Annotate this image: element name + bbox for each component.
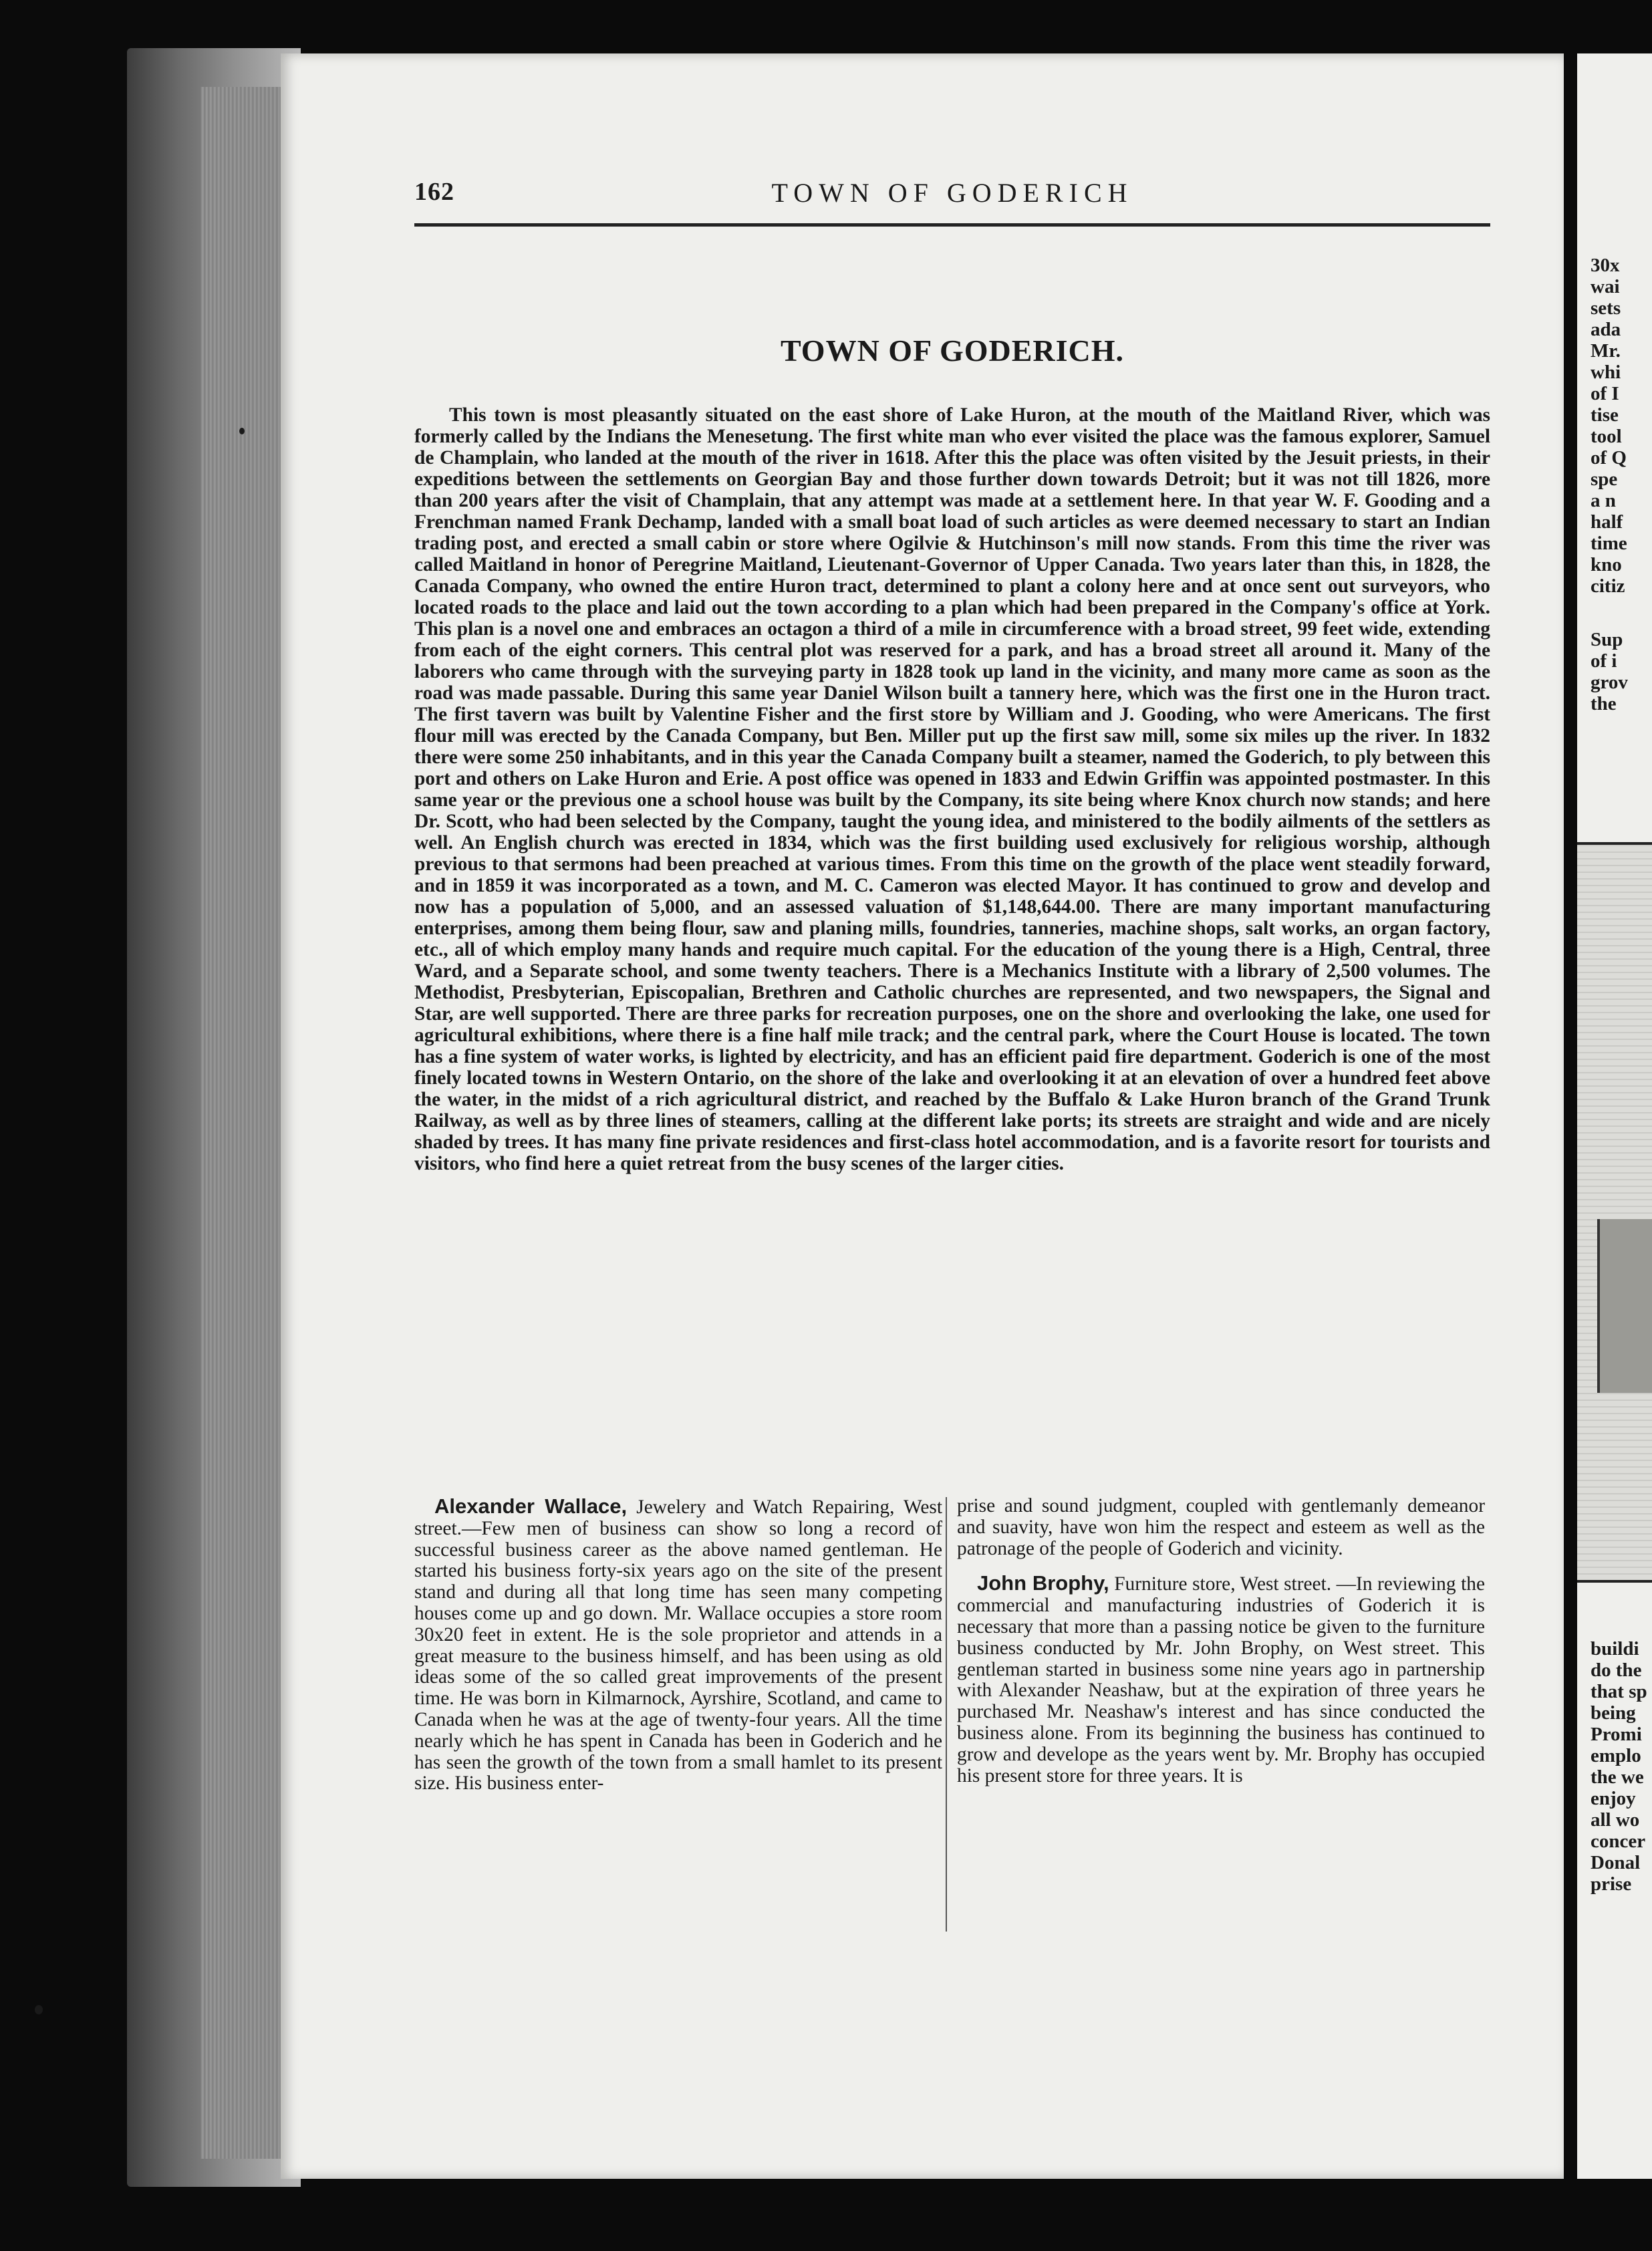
facing-page-fragment: tool <box>1591 426 1622 447</box>
business-name: John Brophy, <box>977 1571 1109 1595</box>
facing-page-fragment: being <box>1591 1702 1636 1724</box>
intro-paragraph: This town is most pleasantly situated on the east shore of Lake Huron, at the mouth of the Maitland River, which was formerly called by the Indians the Menesetung. The first white man who ever visited the place was the famous explorer, Samuel de Champlain, who landed at the mouth of the river in 1618. After this the place was often visited by the Jesuit priests, in their expeditions between the settlements on Georgian Bay and those further down towards Detroit; but it was not till 1826, more than 200 years after the visit of Champlain, that any attempt was made at a settlement here. In that year W. F. Gooding and a Frenchman named Frank Dechamp, landed with a small boat load of such articles as were deemed necessary to start an Indian trading post, and erected a small cabin or store where Ogilvie & Hutchinson's mill now stands. From this time the river was called Maitland in honor of Peregrine Maitland, Lieutenant-Governor of Upper Canada. Two years later than this, in 1828, the Canada Company, who owned the entire Huron tract, determined to plant a colony here and at once sent out surveyors, who located roads to the place and laid out the town according to a plan which had been prepared in the Company's office at York. This plan is a novel one and embraces an octagon a third of a mile in circumference with a broad street, 99 feet wide, extending from each of the eight corners. This central plot was reserved for a park, and has a broad street all around it. Many of the laborers who came through with the surveying party in 1828 took up land in the vicinity, and many more came as soon as the road was made passable. During this same year Daniel Wilson built a tannery here, which was the first one in the Huron tract. The first tavern was built by Valentine Fisher and the first store by William and J. Gooding, who were Americans. The first flour mill was erected by the Canada Company, but Ben. Miller put up the first saw mill, some six miles up the river. In 1832 there were some 250 inhabitants, and in this year the Canada Company built a steamer, named the Goderich, to ply between this port and others on Lake Huron and Erie. A post office was opened in 1833 and Edwin Griffin was appointed postmaster. In this same year or the previous one a school house was built by the Company, its site being where Knox church now stands; and here Dr. Scott, who had been selected by the Company, taught the young idea, and ministered to the bodily ailments of the settlers as well. An English church was erected in 1834, which was the first building used exclusively for religious worship, although previous to that sermons had been preached at various times. From this time on the growth of the place went steadily forward, and in 1859 it was incorporated as a town, and M. C. Cameron was elected Mayor. It has continued to grow and develop and now has a population of 5,000, and an assessed valuation of $1,148,644.00. There are many important manufacturing enterprises, among them being flour, saw and planing mills, foundries, tanneries, machine shops, salt works, an organ factory, etc., all of which employ many hands and require much capital. For the education of the young there is a High, Central, three Ward, and a Separate school, and some twenty teachers. There is a Mechanics Institute with a library of 2,500 volumes. The Methodist, Presbyterian, Episcopalian, Brethren and Catholic churches are represented, and two newspapers, the Signal and Star, are well supported. There are three parks for recreation purposes, one on the shore and overlooking the lake, one used for agricultural exhibitions, where there is a fine half mile track; and the central park, where the Court House is located. The town has a fine system of water works, is lighted by electricity, and has an efficient paid fire department. Goderich is one of the most finely located towns in Western Ontario, on the shore of the lake and overlooking it at an elevation of over a hundred feet above the water, in the midst of a rich agricultural district, and reached by the Buffalo & Lake Huron branch of the Grand Trunk Railway, as well as by three lines of steamers, calling at the different lake ports; its streets are straight and wide and are nicely shaded by trees. It has many fine private residences and first-class hotel accommodation, and is a favorite resort for tourists and visitors, who find here a quiet retreat from the busy scenes of the larger cities. <box>414 404 1490 1174</box>
facing-page-fragment: the <box>1591 693 1617 714</box>
facing-page-fragment: whi <box>1591 362 1621 383</box>
facing-page <box>1577 53 1652 2179</box>
page-number: 162 <box>414 178 454 206</box>
left-column <box>414 1496 942 1795</box>
facing-page-fragment: Promi <box>1591 1724 1642 1745</box>
facing-page-fragment: of I <box>1591 383 1619 404</box>
facing-page-fragment: the we <box>1591 1766 1644 1788</box>
facing-page-fragment: half <box>1591 511 1623 533</box>
page-speck <box>35 2005 43 2014</box>
facing-page-fragment: that sp <box>1591 1681 1647 1702</box>
facing-page-fragment: Mr. <box>1591 340 1621 362</box>
business-text: Jewelery and Watch Repairing, West street.—Few men of business can show so long a record of successful business career as the above named gentleman. He started his business forty-six years ago on the site of the present stand and during all that long time has seen many competing houses come up and go down. Mr. Wallace occupies a store room 30x20 feet in extent. He is the sole proprietor and attends in a great measure to the business himself, and has been using as old ideas some of the so called great improvements of the present time. He was born in Kilmarnock, Ayrshire, Scotland, and came to Canada when he was at the age of twenty-four years. All the time nearly which he has spent in Canada has been in Goderich and he has seen the growth of the town from a small hamlet to its present size. His business enter- <box>414 1496 943 1795</box>
business-name: Alexander Wallace, <box>434 1494 628 1518</box>
facing-page-fragment: emplo <box>1591 1745 1641 1766</box>
facing-page-fragment: grov <box>1591 672 1628 693</box>
facing-page-fragment: of Q <box>1591 447 1627 469</box>
facing-page-fragment: do the <box>1591 1660 1642 1681</box>
facing-page-fragment: Donal <box>1591 1852 1641 1873</box>
illustration-building <box>1597 1219 1652 1393</box>
facing-page-fragment: a n <box>1591 490 1616 511</box>
running-head <box>414 177 1490 211</box>
facing-page-fragment: concer <box>1591 1831 1646 1852</box>
book-page-edges <box>200 87 294 2159</box>
facing-page-fragment: ada <box>1591 319 1621 340</box>
facing-page-fragment: sets <box>1591 297 1621 319</box>
facing-page-fragment: time <box>1591 533 1627 554</box>
facing-page-fragment: spe <box>1591 469 1618 490</box>
facing-page-fragment: of i <box>1591 650 1617 672</box>
business-text: Furniture store, West street. —In reviewing the commercial and manufacturing industries of Goderich it is necessary that more than a passing notice be given to the furniture business conducted by Mr. John Brophy, on West street. This gentleman started in business some nine years ago in partnership with Alexander Neashaw, but at the expiration of three years he purchased Mr. Neashaw's interest and has since conducted the business alone. From its beginning the business has continued to grow and develope as the years went by. Mr. Brophy has occupied his present store for three years. It is <box>957 1573 1485 1786</box>
facing-page-fragment: kno <box>1591 554 1622 575</box>
business-entry <box>414 1496 942 1795</box>
facing-page-fragment: prise <box>1591 1873 1632 1895</box>
right-column <box>957 1496 1485 1786</box>
facing-page-illustration <box>1577 842 1652 1583</box>
facing-page-fragment: citiz <box>1591 575 1625 597</box>
header-rule <box>414 223 1490 227</box>
business-continuation: prise and sound judgment, coupled with gentlemanly demeanor and suavity, have won him the respect and esteem as well as the patronage of the people of Goderich and vicinity. <box>957 1495 1485 1559</box>
column-divider <box>946 1497 947 1932</box>
facing-page-fragment: 30x <box>1591 255 1620 276</box>
facing-page-fragment: Sup <box>1591 629 1623 650</box>
running-title: TOWN OF GODERICH <box>771 178 1133 208</box>
facing-page-fragment: all wo <box>1591 1809 1640 1831</box>
facing-page-fragment: wai <box>1591 276 1620 297</box>
business-entry <box>957 1573 1485 1786</box>
facing-page-fragment: tise <box>1591 404 1619 426</box>
facing-page-fragment: buildi <box>1591 1638 1639 1660</box>
facing-page-fragment: enjoy <box>1591 1788 1636 1809</box>
article-body <box>414 404 1490 1174</box>
article-title: TOWN OF GODERICH. <box>780 334 1125 368</box>
page-speck <box>239 428 245 434</box>
